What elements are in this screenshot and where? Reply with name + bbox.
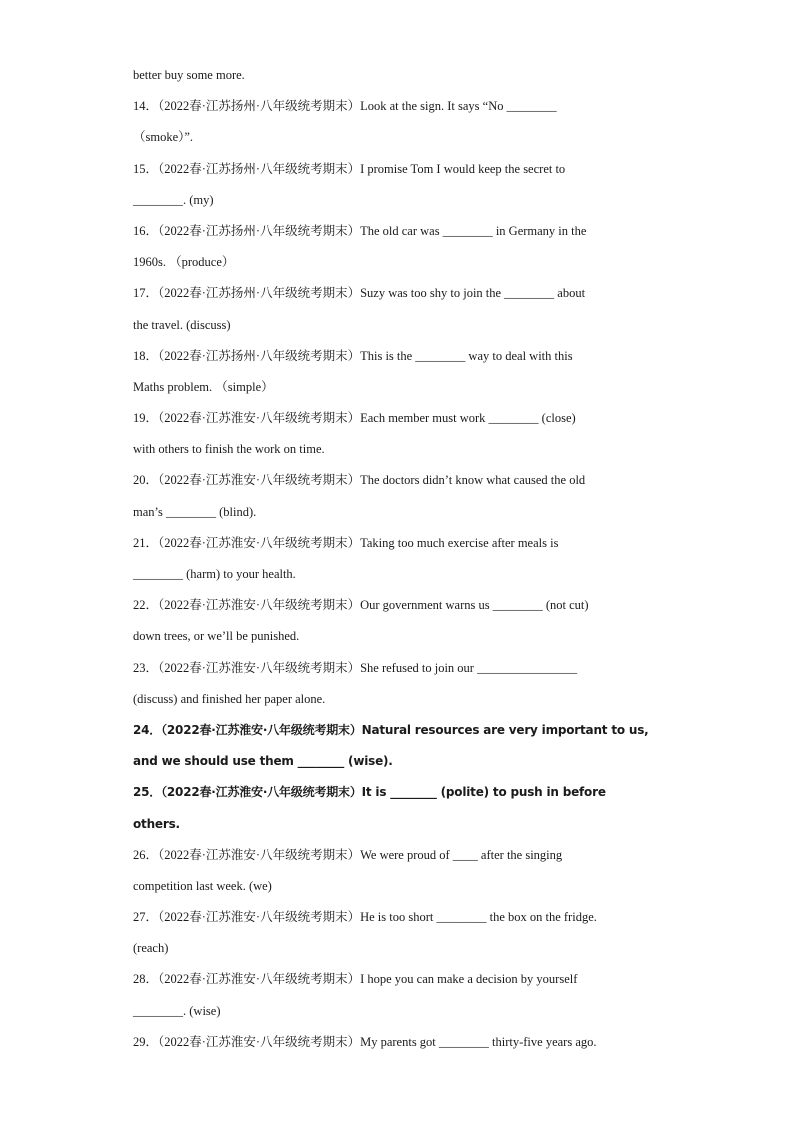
question-source: （2022春·江苏扬州·八年级统考期末）	[158, 286, 361, 301]
question-source: （2022春·江苏淮安·八年级统考期末）	[158, 473, 361, 488]
question-text: （smoke）”.	[133, 130, 194, 145]
question-text: the travel. (discuss)	[133, 317, 231, 332]
question-text: I promise Tom I would keep the secret to	[360, 161, 566, 176]
question-continuation	[133, 933, 663, 964]
question-number: 26．	[133, 847, 159, 862]
question-text: My parents got ________ thirty-five years ago.	[360, 1034, 597, 1049]
question-continuation	[133, 434, 663, 465]
question-text: down trees, or we’ll be punished.	[133, 629, 300, 644]
question-line	[133, 91, 663, 122]
question-text: better buy some more.	[133, 68, 245, 82]
question-text: We were proud of ____ after the singing	[360, 847, 563, 862]
question-text: Each member must work ________ (close)	[360, 411, 576, 426]
question-source: （2022春·江苏淮安·八年级统考期末）	[158, 847, 361, 862]
question-line	[133, 1027, 663, 1058]
question-line	[133, 465, 663, 496]
question-continuation	[133, 746, 663, 777]
question-source: （2022春·江苏扬州·八年级统考期末）	[158, 223, 361, 238]
question-line	[133, 840, 663, 871]
question-continuation	[133, 621, 663, 652]
question-number: 27．	[133, 910, 159, 925]
question-continuation	[133, 684, 663, 715]
question-text: (discuss) and finished her paper alone.	[133, 691, 326, 706]
question-continuation	[133, 122, 663, 153]
question-continuation	[133, 809, 663, 840]
question-continuation	[133, 185, 663, 216]
question-number: 20．	[133, 473, 159, 488]
question-line	[133, 590, 663, 621]
question-line	[133, 964, 663, 995]
question-source: （2022春·江苏淮安·八年级统考期末）	[161, 785, 362, 800]
question-text: others.	[133, 816, 180, 831]
question-text: The old car was ________ in Germany in the	[360, 223, 587, 238]
question-text: ________ (harm) to your health.	[133, 567, 296, 581]
question-source: （2022春·江苏淮安·八年级统考期末）	[158, 411, 361, 426]
question-number: 25．	[133, 785, 162, 800]
question-source: （2022春·江苏扬州·八年级统考期末）	[158, 348, 361, 363]
question-text: She refused to join our ________________	[360, 660, 578, 675]
question-source: （2022春·江苏淮安·八年级统考期末）	[158, 1034, 361, 1049]
question-continuation	[133, 372, 663, 403]
question-line	[133, 653, 663, 684]
question-continuation	[133, 60, 663, 91]
question-text: Our government warns us ________ (not cut)	[360, 598, 589, 613]
question-source: （2022春·江苏扬州·八年级统考期末）	[158, 161, 361, 176]
question-number: 23．	[133, 660, 159, 675]
question-line	[133, 777, 663, 808]
question-continuation	[133, 871, 663, 902]
question-text: Look at the sign. It says “No ________	[360, 99, 557, 114]
question-line	[133, 528, 663, 559]
question-continuation	[133, 996, 663, 1027]
question-text: Suzy was too shy to join the ________ about	[360, 286, 586, 301]
question-source: （2022春·江苏淮安·八年级统考期末）	[158, 972, 361, 987]
question-text: It is ________ (polite) to push in before	[361, 785, 606, 800]
question-number: 19．	[133, 411, 159, 426]
question-text: with others to finish the work on time.	[133, 442, 325, 457]
question-text: ________. (my)	[133, 192, 214, 207]
question-source: （2022春·江苏淮安·八年级统考期末）	[158, 598, 361, 613]
question-text: 1960s. （produce）	[133, 255, 235, 270]
question-source: （2022春·江苏淮安·八年级统考期末）	[158, 535, 361, 550]
question-line	[133, 341, 663, 372]
question-number: 22．	[133, 598, 159, 613]
question-line	[133, 403, 663, 434]
question-continuation	[133, 247, 663, 278]
question-number: 14．	[133, 99, 159, 114]
question-line	[133, 278, 663, 309]
question-source: （2022春·江苏淮安·八年级统考期末）	[161, 722, 362, 737]
question-number: 28．	[133, 972, 159, 987]
question-number: 21．	[133, 535, 159, 550]
question-number: 15．	[133, 161, 159, 176]
question-line	[133, 902, 663, 933]
question-source: （2022春·江苏淮安·八年级统考期末）	[158, 660, 361, 675]
question-number: 17．	[133, 286, 159, 301]
question-text: This is the ________ way to deal with this	[360, 348, 573, 363]
question-text: (reach)	[133, 941, 169, 956]
question-text: I hope you can make a decision by yourself	[360, 972, 578, 987]
question-text: competition last week. (we)	[133, 878, 272, 893]
question-number: 29．	[133, 1034, 159, 1049]
question-continuation	[133, 497, 663, 528]
question-number: 24．	[133, 722, 162, 737]
question-text: ________. (wise)	[133, 1003, 221, 1018]
question-text: Natural resources are very important to us,	[361, 722, 649, 737]
question-source: （2022春·江苏扬州·八年级统考期末）	[158, 99, 361, 114]
question-continuation	[133, 559, 663, 590]
question-line	[133, 154, 663, 185]
question-number: 18．	[133, 348, 159, 363]
question-continuation	[133, 310, 663, 341]
question-line	[133, 715, 663, 746]
question-text: and we should use them ________ (wise).	[133, 754, 393, 769]
document-page	[133, 60, 663, 1058]
question-text: man’s ________ (blind).	[133, 504, 257, 519]
question-number: 16．	[133, 223, 159, 238]
question-text: The doctors didn’t know what caused the old	[360, 473, 586, 488]
question-text: Maths problem. （simple）	[133, 379, 274, 394]
question-line	[133, 216, 663, 247]
question-text: Taking too much exercise after meals is	[360, 535, 559, 550]
question-text: He is too short ________ the box on the fridge.	[360, 910, 597, 925]
question-source: （2022春·江苏淮安·八年级统考期末）	[158, 910, 361, 925]
